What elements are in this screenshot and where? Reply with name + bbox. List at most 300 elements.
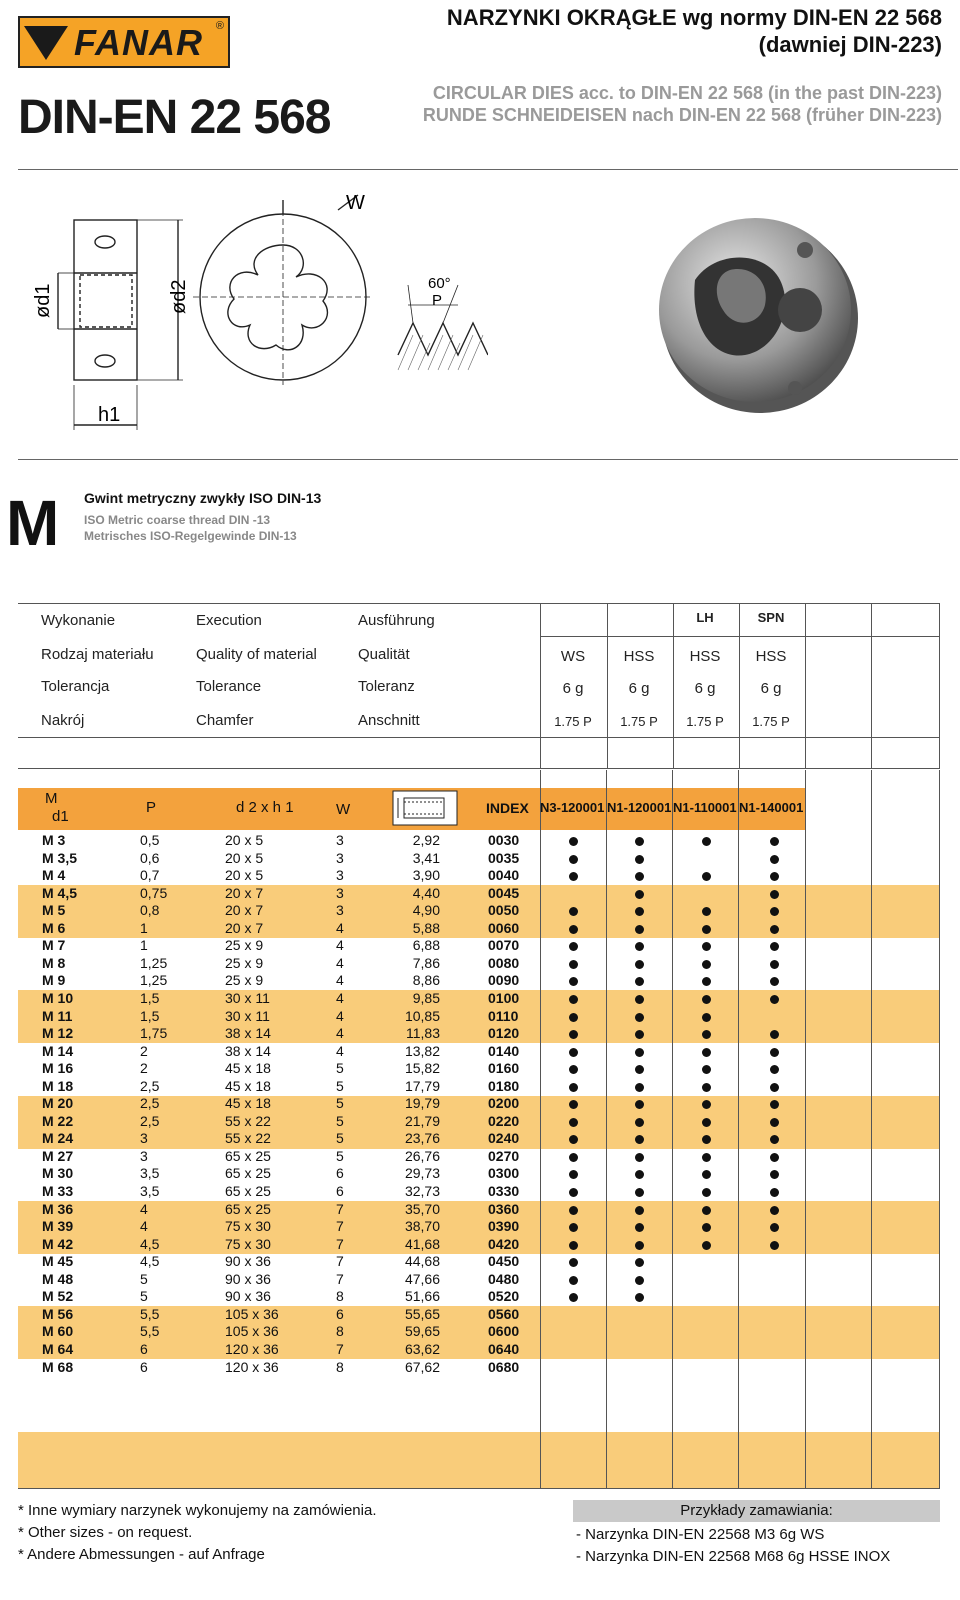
availability-dot [635, 1293, 644, 1302]
title-polish [447, 4, 942, 58]
availability-dot [635, 907, 644, 916]
cell-w: 5 [336, 1095, 344, 1112]
availability-dot [635, 855, 644, 864]
availability-dot [635, 977, 644, 986]
cell-m: M 42 [42, 1235, 74, 1252]
availability-dot [770, 1206, 779, 1215]
availability-dot [635, 1241, 644, 1250]
cell-dh: 25 x 9 [225, 972, 264, 989]
spec-label-pl: Rodzaj materiału [41, 646, 154, 663]
availability-dot [702, 1065, 711, 1074]
cell-dh: 20 x 5 [225, 867, 264, 884]
cell-i: 0270 [488, 1147, 520, 1164]
spec-label-en: Execution [196, 612, 262, 629]
cell-m: M 14 [42, 1042, 74, 1059]
availability-dot [635, 1118, 644, 1127]
note-english: * Other sizes - on request. [18, 1524, 193, 1541]
cell-dh: 90 x 36 [225, 1253, 271, 1270]
availability-dot [702, 1206, 711, 1215]
spec-vline-6 [871, 603, 872, 769]
cell-w: 3 [336, 849, 344, 866]
cell-p: 1,5 [140, 989, 160, 1006]
cell-dh: 30 x 11 [225, 989, 270, 1006]
spec-value: HSS [689, 648, 721, 665]
cell-w: 6 [336, 1165, 344, 1182]
availability-dot [569, 1118, 578, 1127]
cell-p: 1,75 [140, 1025, 168, 1042]
availability-dot [569, 1135, 578, 1144]
cell-l: 6,88 [412, 937, 440, 954]
availability-dot [702, 837, 711, 846]
cell-w: 7 [336, 1235, 344, 1252]
cell-dh: 20 x 7 [225, 902, 264, 919]
table-bottom-line [18, 1488, 940, 1489]
cell-m: M 12 [42, 1025, 74, 1042]
spec-vline-7 [939, 603, 940, 769]
cell-i: 0220 [488, 1112, 520, 1129]
cell-p: 0,5 [140, 832, 160, 848]
cell-dh: 38 x 14 [225, 1042, 271, 1059]
cell-m: M 11 [42, 1007, 73, 1024]
table-row [0, 867, 960, 885]
cell-l: 41,68 [404, 1235, 440, 1252]
die-drawing [18, 185, 488, 435]
availability-dot [569, 1013, 578, 1022]
availability-dot [635, 872, 644, 881]
cell-w: 8 [336, 1323, 344, 1340]
th-p: P [146, 799, 157, 816]
cell-l: 26,76 [404, 1147, 440, 1164]
cell-m: M 5 [42, 902, 66, 919]
cell-l: 32,73 [404, 1183, 440, 1199]
table-row [0, 920, 960, 938]
th-d1: d1 [52, 808, 69, 825]
th-code-1: N3-120001 [540, 800, 605, 815]
cell-i: 0360 [488, 1200, 520, 1217]
availability-dot [569, 1065, 578, 1074]
cell-l: 4,90 [412, 902, 440, 919]
availability-dot [770, 1153, 779, 1162]
table-row [0, 990, 960, 1008]
cell-l: 9,85 [412, 989, 440, 1006]
cell-dh: 105 x 36 [225, 1305, 279, 1322]
cell-i: 0680 [488, 1358, 520, 1375]
table-row [0, 885, 960, 903]
cell-p: 3,5 [140, 1165, 160, 1182]
thread-length-icon [392, 790, 458, 826]
cell-l: 19,79 [404, 1095, 440, 1112]
table-row [0, 1130, 960, 1148]
cell-m: M 4 [42, 867, 66, 884]
cell-dh: 45 x 18 [225, 1095, 271, 1112]
spec-label-de: Ausführung [358, 612, 435, 629]
availability-dot [635, 1030, 644, 1039]
cell-dh: 20 x 7 [225, 884, 264, 901]
availability-dot [569, 872, 578, 881]
fanar-logo [18, 16, 230, 68]
th-code-4: N1-140001 [739, 800, 804, 815]
availability-dot [702, 907, 711, 916]
cell-i: 0090 [488, 972, 520, 989]
availability-dot [635, 1170, 644, 1179]
availability-dot [770, 837, 779, 846]
table-row [0, 1323, 960, 1341]
availability-dot [702, 960, 711, 969]
availability-dot [569, 960, 578, 969]
th-w: W [336, 801, 351, 818]
cell-i: 0110 [488, 1007, 519, 1024]
table-row [0, 937, 960, 955]
cell-p: 6 [140, 1358, 148, 1375]
availability-dot [635, 1100, 644, 1109]
availability-dot [569, 1083, 578, 1092]
cell-w: 5 [336, 1060, 344, 1077]
cell-p: 3,5 [140, 1183, 160, 1199]
cell-w: 7 [336, 1218, 344, 1235]
cell-w: 3 [336, 902, 344, 919]
availability-dot [635, 995, 644, 1004]
label-p: P [432, 292, 443, 309]
availability-dot [635, 1223, 644, 1232]
table-row [0, 1148, 960, 1166]
cell-w: 7 [336, 1270, 344, 1287]
availability-dot [770, 890, 779, 899]
title-pl-line2: (dawniej DIN-223) [758, 32, 942, 57]
th-index: INDEX [486, 800, 529, 816]
cell-w: 6 [336, 1305, 344, 1322]
cell-l: 51,66 [404, 1288, 440, 1305]
table-row [0, 1183, 960, 1201]
title-english: CIRCULAR DIES acc. to DIN-EN 22 568 (in the past DIN-223) [432, 83, 942, 103]
cell-dh: 55 x 22 [225, 1112, 271, 1129]
cell-m: M 20 [42, 1095, 74, 1112]
availability-dot [635, 1206, 644, 1215]
thread-polish: Gwint metryczny zwykły ISO DIN-13 [84, 490, 322, 506]
table-row [0, 955, 960, 973]
title-pl-line1: NARZYNKI OKRĄGŁE wg normy DIN-EN 22 568 [446, 5, 942, 30]
cell-m: M 60 [42, 1323, 74, 1340]
table-row [0, 1253, 960, 1271]
cell-dh: 38 x 14 [225, 1025, 271, 1042]
availability-dot [635, 1013, 644, 1022]
label-angle: 60° [428, 275, 451, 292]
availability-dot [569, 855, 578, 864]
label-d2: ød2 [168, 279, 190, 314]
cell-i: 0080 [488, 954, 520, 971]
availability-dot [702, 942, 711, 951]
drawing-divider [18, 459, 958, 460]
cell-i: 0600 [488, 1323, 520, 1340]
spec-row-line [18, 737, 940, 738]
table-row [0, 1201, 960, 1219]
table-row [0, 1236, 960, 1254]
availability-dot [569, 1100, 578, 1109]
table-row [0, 1271, 960, 1289]
spec-label-pl: Tolerancja [41, 678, 110, 695]
order-examples-title: Przykłady zamawiania: [573, 1500, 940, 1522]
cell-w: 4 [336, 989, 344, 1006]
cell-p: 0,6 [140, 849, 160, 866]
cell-i: 0200 [488, 1095, 520, 1112]
spec-value: SPN [757, 610, 785, 625]
cell-p: 1,5 [140, 1007, 160, 1024]
cell-l: 23,76 [404, 1130, 440, 1147]
cell-w: 8 [336, 1288, 344, 1305]
cell-p: 3 [140, 1147, 148, 1164]
availability-dot [702, 1100, 711, 1109]
cell-dh: 75 x 30 [225, 1235, 271, 1252]
availability-dot [635, 1276, 644, 1285]
availability-dot [770, 1170, 779, 1179]
label-w: W [346, 192, 365, 214]
cell-l: 29,73 [404, 1165, 440, 1182]
cell-m: M 24 [42, 1130, 74, 1147]
availability-dot [702, 872, 711, 881]
cell-m: M 9 [42, 972, 66, 989]
cell-i: 0120 [488, 1025, 520, 1042]
cell-w: 4 [336, 919, 344, 936]
availability-dot [702, 1135, 711, 1144]
availability-dot [702, 1241, 711, 1250]
thread-german: Metrisches ISO-Regelgewinde DIN-13 [84, 529, 297, 543]
spec-value: LH [696, 610, 714, 625]
cell-dh: 65 x 25 [225, 1147, 271, 1164]
row-band-6 [18, 1432, 940, 1488]
cell-m: M 3,5 [42, 849, 78, 866]
cell-m: M 64 [42, 1340, 74, 1357]
cell-m: M 56 [42, 1305, 74, 1322]
cell-i: 0140 [488, 1042, 520, 1059]
cell-l: 47,66 [404, 1270, 440, 1287]
cell-p: 4,5 [140, 1253, 160, 1270]
table-body [0, 832, 960, 1382]
cell-m: M 4,5 [42, 884, 78, 901]
spec-value: 6 g [760, 680, 782, 697]
cell-dh: 25 x 9 [225, 954, 264, 971]
th-code-2: N1-120001 [607, 800, 672, 815]
cell-i: 0060 [488, 919, 520, 936]
th-d2h1: d 2 x h 1 [236, 799, 294, 816]
cell-w: 5 [336, 1112, 344, 1129]
header-divider [18, 169, 958, 170]
cell-i: 0330 [488, 1183, 520, 1199]
cell-p: 5 [140, 1270, 148, 1287]
cell-p: 0,75 [140, 884, 168, 901]
cell-p: 6 [140, 1340, 148, 1357]
cell-w: 7 [336, 1340, 344, 1357]
cell-l: 55,65 [404, 1305, 440, 1322]
availability-dot [770, 1135, 779, 1144]
availability-dot [770, 1223, 779, 1232]
availability-dot [770, 1100, 779, 1109]
cell-dh: 45 x 18 [225, 1060, 271, 1077]
availability-dot [770, 872, 779, 881]
cell-p: 1,25 [140, 972, 168, 989]
cell-dh: 65 x 25 [225, 1200, 271, 1217]
availability-dot [770, 925, 779, 934]
availability-dot [569, 1206, 578, 1215]
cell-dh: 120 x 36 [225, 1340, 279, 1357]
label-h1: h1 [98, 404, 121, 426]
cell-p: 1 [140, 937, 148, 954]
availability-dot [569, 1258, 578, 1267]
table-row [0, 1043, 960, 1061]
cell-i: 0040 [488, 867, 520, 884]
spec-label-pl: Nakrój [41, 712, 85, 729]
cell-i: 0050 [488, 902, 520, 919]
cell-l: 44,68 [404, 1253, 440, 1270]
table-row [0, 1359, 960, 1377]
order-example-1: - Narzynka DIN-EN 22568 M3 6g WS [576, 1526, 825, 1543]
cell-w: 3 [336, 884, 344, 901]
table-row [0, 1060, 960, 1078]
cell-dh: 30 x 11 [225, 1007, 270, 1024]
cell-i: 0420 [488, 1235, 520, 1252]
availability-dot [770, 1083, 779, 1092]
spec-label-pl: Wykonanie [41, 612, 116, 629]
availability-dot [569, 1170, 578, 1179]
availability-dot [635, 1065, 644, 1074]
cell-p: 1 [140, 919, 148, 936]
cell-l: 5,88 [412, 919, 440, 936]
th-code-3: N1-110001 [673, 800, 737, 815]
table-row [0, 832, 960, 850]
availability-dot [702, 995, 711, 1004]
cell-w: 4 [336, 972, 344, 989]
th-m: M [45, 790, 58, 807]
table-row [0, 1025, 960, 1043]
cell-m: M 48 [42, 1270, 74, 1287]
availability-dot [569, 995, 578, 1004]
cell-m: M 68 [42, 1358, 74, 1375]
cell-w: 7 [336, 1253, 344, 1270]
spec-label-en: Chamfer [196, 712, 254, 729]
availability-dot [702, 1118, 711, 1127]
cell-m: M 27 [42, 1147, 74, 1164]
availability-dot [770, 855, 779, 864]
table-row [0, 850, 960, 868]
cell-w: 3 [336, 832, 344, 848]
availability-dot [702, 1030, 711, 1039]
cell-dh: 75 x 30 [225, 1218, 271, 1235]
spec-value: 6 g [628, 680, 650, 697]
cell-dh: 90 x 36 [225, 1270, 271, 1287]
table-row [0, 1113, 960, 1131]
thread-letter: M [6, 487, 60, 559]
cell-w: 4 [336, 1007, 344, 1024]
cell-l: 10,85 [404, 1007, 440, 1024]
title-translations [423, 82, 942, 126]
availability-dot [770, 1118, 779, 1127]
order-example-2: - Narzynka DIN-EN 22568 M68 6g HSSE INOX [576, 1548, 891, 1565]
spec-vline-5 [805, 603, 806, 769]
label-d1: ød1 [32, 283, 54, 318]
cell-p: 1,25 [140, 954, 168, 971]
cell-dh: 65 x 25 [225, 1183, 271, 1199]
availability-dot [635, 1153, 644, 1162]
cell-w: 5 [336, 1147, 344, 1164]
cell-w: 8 [336, 1358, 344, 1375]
cell-m: M 3 [42, 832, 66, 848]
cell-m: M 33 [42, 1183, 74, 1199]
spec-label-de: Qualität [358, 646, 410, 663]
cell-i: 0480 [488, 1270, 520, 1287]
availability-dot [569, 837, 578, 846]
availability-dot [569, 1048, 578, 1057]
availability-dot [635, 1135, 644, 1144]
cell-i: 0640 [488, 1340, 520, 1357]
cell-dh: 105 x 36 [225, 1323, 279, 1340]
cell-l: 3,41 [412, 849, 440, 866]
availability-dot [770, 977, 779, 986]
availability-dot [702, 1048, 711, 1057]
cell-p: 0,8 [140, 902, 160, 919]
cell-l: 11,83 [406, 1025, 440, 1042]
spec-head-line [540, 636, 940, 637]
availability-dot [569, 1153, 578, 1162]
cell-m: M 6 [42, 919, 66, 936]
spec-value: 6 g [694, 680, 716, 697]
availability-dot [770, 1030, 779, 1039]
availability-dot [569, 1293, 578, 1302]
spec-value: HSS [755, 648, 787, 665]
availability-dot [569, 1030, 578, 1039]
availability-dot [770, 960, 779, 969]
cell-w: 4 [336, 1025, 344, 1042]
cell-dh: 45 x 18 [225, 1077, 271, 1094]
cell-dh: 65 x 25 [225, 1165, 271, 1182]
availability-dot [770, 1188, 779, 1197]
cell-m: M 22 [42, 1112, 74, 1129]
cell-i: 0030 [488, 832, 520, 848]
table-row [0, 1341, 960, 1359]
cell-m: M 30 [42, 1165, 74, 1182]
cell-l: 35,70 [404, 1200, 440, 1217]
logo-text: FANAR [74, 22, 203, 63]
spec-value: 1.75 P [752, 714, 790, 729]
cell-m: M 7 [42, 937, 66, 954]
availability-dot [569, 907, 578, 916]
availability-dot [702, 1083, 711, 1092]
thread-english: ISO Metric coarse thread DIN -13 [84, 513, 271, 527]
cell-m: M 10 [42, 989, 74, 1006]
spec-value: 1.75 P [620, 714, 658, 729]
availability-dot [635, 925, 644, 934]
cell-l: 59,65 [404, 1323, 440, 1340]
availability-dot [702, 1223, 711, 1232]
spec-value: HSS [623, 648, 655, 665]
cell-w: 7 [336, 1200, 344, 1217]
cell-l: 2,92 [412, 832, 440, 848]
cell-i: 0450 [488, 1253, 520, 1270]
cell-i: 0045 [488, 884, 520, 901]
cell-i: 0180 [488, 1077, 520, 1094]
cell-m: M 45 [42, 1253, 74, 1270]
spec-label-de: Anschnitt [358, 712, 420, 729]
availability-dot [569, 1276, 578, 1285]
spec-bottom-line [18, 768, 940, 769]
spec-value: WS [560, 648, 586, 665]
availability-dot [635, 1083, 644, 1092]
cell-p: 2 [140, 1042, 148, 1059]
cell-p: 2,5 [140, 1077, 160, 1094]
availability-dot [635, 837, 644, 846]
cell-p: 2 [140, 1060, 148, 1077]
availability-dot [569, 1241, 578, 1250]
spec-top-line [18, 603, 940, 604]
cell-m: M 16 [42, 1060, 74, 1077]
die-photo [655, 210, 865, 415]
